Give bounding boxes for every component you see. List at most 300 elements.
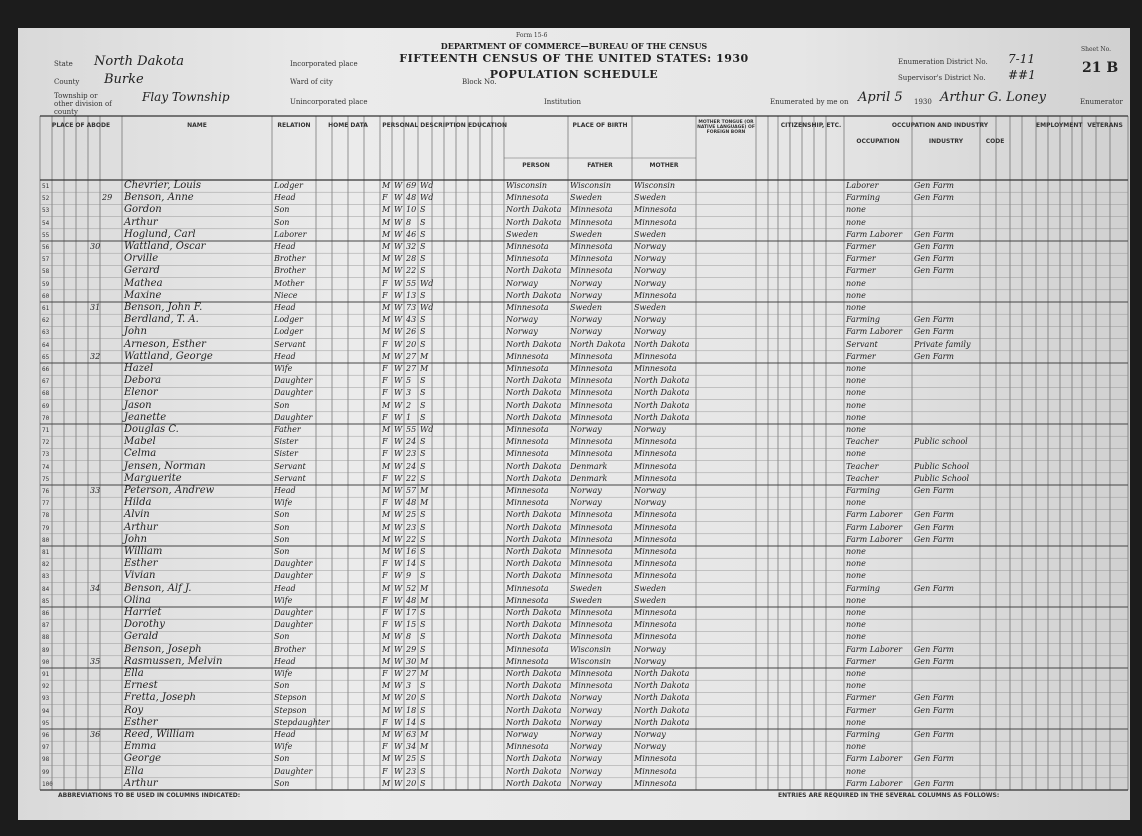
- birthplace-father: Wisconsin: [570, 656, 612, 666]
- row-number: 74: [42, 463, 50, 471]
- relation: Head: [274, 242, 296, 251]
- birthplace-person: North Dakota: [506, 669, 562, 678]
- race: W: [394, 181, 403, 190]
- birthplace-person: Minnesota: [506, 644, 549, 654]
- industry: Gen Farm: [914, 522, 955, 532]
- footer: [18, 790, 1130, 820]
- occupation: none: [846, 559, 866, 569]
- sex: M: [382, 425, 391, 434]
- marital-status: M: [420, 656, 429, 666]
- birthplace-person: North Dakota: [506, 547, 562, 556]
- row-number: 94: [42, 707, 50, 715]
- industry: Gen Farm: [914, 242, 955, 251]
- row-number: 80: [42, 536, 50, 544]
- person-name: Jason: [124, 399, 152, 411]
- subhead-occupation: OCCUPATION: [856, 138, 900, 145]
- row-number: 66: [42, 366, 50, 373]
- birthplace-person: North Dakota: [506, 217, 562, 227]
- birthplace-mother: Minnesota: [634, 608, 677, 617]
- sex: F: [382, 608, 388, 617]
- row-number: 72: [42, 439, 50, 447]
- occupation: none: [846, 498, 866, 508]
- sex: F: [382, 571, 388, 581]
- birthplace-person: North Dakota: [506, 559, 562, 569]
- industry: Gen Farm: [914, 534, 955, 544]
- industry: Gen Farm: [914, 266, 955, 276]
- birthplace-father: Minnesota: [570, 669, 613, 678]
- industry: Gen Farm: [914, 229, 955, 239]
- birthplace-mother: Norway: [634, 498, 666, 508]
- row-number: 67: [42, 378, 50, 386]
- sex: M: [382, 522, 391, 532]
- occupation: Farm Laborer: [846, 327, 903, 337]
- occupation: Farm Laborer: [846, 778, 903, 788]
- industry: Gen Farm: [914, 644, 955, 654]
- relation: Head: [274, 303, 296, 312]
- marital-status: S: [420, 242, 426, 251]
- row-number: 97: [42, 744, 50, 752]
- race: W: [394, 254, 403, 264]
- relation: Head: [274, 583, 296, 593]
- birthplace-mother: North Dakota: [634, 669, 690, 678]
- occupation: none: [846, 303, 866, 312]
- person-name: John: [124, 533, 147, 545]
- age: 13: [406, 290, 417, 300]
- row-number: 77: [42, 500, 50, 508]
- dwelling-number: 35: [90, 656, 101, 666]
- occupation: none: [846, 681, 866, 691]
- county-label: County: [54, 78, 80, 86]
- marital-status: S: [420, 644, 426, 654]
- occupation: Farming: [846, 583, 881, 593]
- marital-status: S: [420, 632, 426, 642]
- occupation: none: [846, 278, 866, 288]
- birthplace-father: Minnesota: [570, 437, 613, 447]
- birthplace-father: Norway: [570, 693, 602, 703]
- age: 55: [406, 278, 417, 288]
- relation: Niece: [274, 290, 298, 300]
- row-number: 87: [42, 622, 50, 630]
- birthplace-person: North Dakota: [506, 681, 562, 691]
- birthplace-person: North Dakota: [506, 473, 562, 483]
- birthplace-person: Sweden: [506, 229, 539, 239]
- birthplace-mother: Minnesota: [634, 547, 677, 556]
- row-number: 51: [42, 183, 50, 190]
- relation: Daughter: [274, 376, 313, 386]
- occupation: Farming: [846, 193, 881, 203]
- race: W: [394, 473, 403, 483]
- row-number: 78: [42, 512, 50, 520]
- relation: Daughter: [274, 620, 313, 630]
- birthplace-mother: North Dakota: [634, 388, 690, 398]
- birthplace-person: North Dakota: [506, 693, 562, 703]
- birthplace-mother: Minnesota: [634, 510, 677, 520]
- sex: M: [382, 327, 391, 337]
- occupation: Farming: [846, 730, 881, 739]
- institution-label: Institution: [544, 98, 582, 106]
- birthplace-father: Minnesota: [570, 376, 613, 386]
- birthplace-mother: Norway: [634, 254, 666, 264]
- relation: Wife: [274, 669, 293, 678]
- person-name: Mathea: [124, 277, 163, 289]
- race: W: [394, 229, 403, 239]
- age: 17: [406, 608, 417, 617]
- supervisor-value: ##1: [1008, 68, 1036, 82]
- birthplace-person: North Dakota: [506, 754, 562, 764]
- marital-status: S: [420, 620, 426, 630]
- age: 23: [406, 449, 417, 459]
- birthplace-person: Minnesota: [506, 656, 549, 666]
- section-name: NAME: [187, 122, 207, 129]
- relation: Sister: [274, 449, 298, 459]
- section-citizenship: CITIZENSHIP, ETC.: [780, 122, 842, 129]
- birthplace-father: Minnesota: [570, 522, 613, 532]
- birthplace-person: North Dakota: [506, 632, 562, 642]
- age: 10: [406, 205, 417, 215]
- age: 29: [406, 644, 417, 654]
- sex: F: [382, 364, 388, 373]
- schedule-title: POPULATION SCHEDULE: [489, 68, 659, 81]
- sex: F: [382, 339, 388, 349]
- birthplace-person: North Dakota: [506, 717, 562, 727]
- relation: Wife: [274, 742, 293, 752]
- race: W: [394, 669, 403, 678]
- age: 73: [406, 303, 417, 312]
- relation: Head: [274, 730, 296, 739]
- race: W: [394, 193, 403, 203]
- marital-status: S: [420, 449, 426, 459]
- age: 27: [406, 669, 417, 678]
- census-sheet: [18, 28, 1130, 820]
- birthplace-person: Minnesota: [506, 437, 549, 447]
- relation: Daughter: [274, 412, 313, 422]
- sex: F: [382, 498, 388, 508]
- person-name: Benson, John F.: [124, 302, 203, 313]
- row-number: 92: [42, 683, 50, 691]
- race: W: [394, 534, 403, 544]
- age: 55: [406, 425, 417, 434]
- dwelling-number: 32: [90, 351, 101, 361]
- age: 25: [406, 510, 417, 520]
- relation: Daughter: [274, 559, 313, 569]
- race: W: [394, 547, 403, 556]
- person-name: Debora: [124, 375, 162, 387]
- age: 15: [406, 620, 417, 630]
- section-personal: PERSONAL DESCRIPTION: [382, 122, 466, 129]
- birthplace-person: Minnesota: [506, 364, 549, 373]
- relation: Head: [274, 486, 296, 495]
- occupation: none: [846, 412, 866, 422]
- enumerator-name: Arthur G. Loney: [940, 90, 1046, 105]
- birthplace-father: Minnesota: [570, 266, 613, 276]
- birthplace-father: North Dakota: [570, 339, 626, 349]
- row-number: 63: [42, 329, 50, 337]
- enum-district-label: Enumeration District No.: [898, 58, 988, 66]
- birthplace-mother: Norway: [634, 315, 666, 325]
- birthplace-mother: Norway: [634, 486, 666, 495]
- industry: Gen Farm: [914, 730, 955, 739]
- section-education: EDUCATION: [468, 122, 507, 129]
- occupation: none: [846, 620, 866, 630]
- birthplace-father: Minnesota: [570, 388, 613, 398]
- row-number: 79: [42, 524, 50, 532]
- row-number: 86: [42, 610, 50, 617]
- birthplace-mother: Minnesota: [634, 437, 677, 447]
- birthplace-person: Minnesota: [506, 449, 549, 459]
- person-name: Arthur: [124, 521, 158, 533]
- occupation: Farmer: [846, 351, 876, 361]
- birthplace-person: Minnesota: [506, 193, 549, 203]
- race: W: [394, 315, 403, 325]
- sex: F: [382, 742, 388, 752]
- birthplace-person: Minnesota: [506, 595, 549, 605]
- occupation: Farmer: [846, 266, 876, 276]
- marital-status: S: [420, 217, 426, 227]
- birthplace-person: North Dakota: [506, 608, 562, 617]
- relation: Brother: [274, 644, 306, 654]
- sex: M: [382, 229, 391, 239]
- birthplace-person: North Dakota: [506, 534, 562, 544]
- person-name: Gerald: [124, 631, 159, 643]
- census-title: FIFTEENTH CENSUS OF THE UNITED STATES: 1930: [399, 52, 749, 65]
- race: W: [394, 498, 403, 508]
- birthplace-father: Minnesota: [570, 400, 613, 410]
- industry: Gen Farm: [914, 754, 955, 764]
- occupation: none: [846, 608, 866, 617]
- marital-status: S: [420, 412, 426, 422]
- industry: Gen Farm: [914, 705, 955, 715]
- occupation: none: [846, 425, 866, 434]
- birthplace-mother: North Dakota: [634, 705, 690, 715]
- occupation: none: [846, 217, 866, 227]
- sex: M: [382, 400, 391, 410]
- occupation: none: [846, 742, 866, 752]
- person-name: Gerard: [124, 265, 160, 277]
- birthplace-father: Minnesota: [570, 205, 613, 215]
- relation: Servant: [274, 473, 306, 483]
- birthplace-mother: Minnesota: [634, 620, 677, 630]
- sex: M: [382, 461, 391, 471]
- occupation: Teacher: [846, 461, 879, 471]
- relation: Wife: [274, 364, 293, 373]
- race: W: [394, 486, 403, 495]
- birthplace-person: Minnesota: [506, 742, 549, 752]
- marital-status: Wd: [420, 303, 434, 312]
- birthplace-person: North Dakota: [506, 778, 562, 788]
- birthplace-mother: North Dakota: [634, 400, 690, 410]
- birthplace-person: Minnesota: [506, 242, 549, 251]
- person-name: Mabel: [124, 436, 156, 448]
- age: 1: [406, 412, 412, 422]
- industry: Gen Farm: [914, 315, 955, 325]
- marital-status: S: [420, 547, 426, 556]
- township-label: Township or other division of county: [54, 92, 112, 116]
- relation: Head: [274, 656, 296, 666]
- ward-label: Ward of city: [290, 78, 333, 86]
- sex: M: [382, 754, 391, 764]
- age: 69: [406, 181, 417, 190]
- sex: F: [382, 669, 388, 678]
- race: W: [394, 351, 403, 361]
- birthplace-father: Norway: [570, 290, 602, 300]
- occupation: none: [846, 388, 866, 398]
- age: 16: [406, 547, 417, 556]
- birthplace-mother: Wisconsin: [634, 181, 676, 190]
- relation: Son: [274, 217, 290, 227]
- relation: Laborer: [274, 229, 307, 239]
- marital-status: S: [420, 534, 426, 544]
- race: W: [394, 437, 403, 447]
- marital-status: M: [420, 583, 429, 593]
- occupation: Farming: [846, 486, 881, 495]
- section-birth: PLACE OF BIRTH: [572, 122, 628, 129]
- state-value: North Dakota: [94, 54, 184, 69]
- relation: Head: [274, 351, 296, 361]
- marital-status: S: [420, 315, 426, 325]
- relation: Wife: [274, 595, 293, 605]
- race: W: [394, 266, 403, 276]
- relation: Brother: [274, 266, 306, 276]
- relation: Daughter: [274, 571, 313, 581]
- occupation: Farm Laborer: [846, 534, 903, 544]
- industry: Gen Farm: [914, 254, 955, 264]
- age: 57: [406, 486, 417, 495]
- census-year: 1930: [914, 98, 932, 106]
- birthplace-father: Denmark: [570, 473, 608, 483]
- row-number: 62: [42, 317, 50, 325]
- relation: Son: [274, 400, 290, 410]
- sex: F: [382, 437, 388, 447]
- birthplace-person: Minnesota: [506, 425, 549, 434]
- birthplace-father: Sweden: [570, 583, 603, 593]
- birthplace-person: Minnesota: [506, 303, 549, 312]
- birthplace-person: Norway: [506, 327, 538, 337]
- age: 34: [406, 742, 417, 752]
- subhead-code: CODE: [985, 138, 1005, 145]
- occupation: Farmer: [846, 693, 876, 703]
- age: 3: [406, 681, 412, 691]
- person-name: Gordon: [124, 204, 162, 216]
- sex: M: [382, 681, 391, 691]
- race: W: [394, 583, 403, 593]
- race: W: [394, 376, 403, 386]
- birthplace-mother: North Dakota: [634, 681, 690, 691]
- marital-status: S: [420, 461, 426, 471]
- sex: M: [382, 534, 391, 544]
- birthplace-mother: Norway: [634, 425, 666, 434]
- person-name: Hilda: [124, 497, 152, 509]
- race: W: [394, 290, 403, 300]
- relation: Son: [274, 547, 290, 556]
- person-name: Wattland, Oscar: [124, 241, 206, 252]
- relation: Daughter: [274, 608, 313, 617]
- sex: M: [382, 644, 391, 654]
- age: 20: [406, 778, 417, 788]
- person-name: Hoglund, Carl: [124, 228, 196, 240]
- age: 23: [406, 522, 417, 532]
- birthplace-person: Minnesota: [506, 486, 549, 495]
- race: W: [394, 693, 403, 703]
- person-name: Benson, Alf J.: [124, 582, 192, 594]
- supervisor-label: Supervisor's District No.: [898, 74, 986, 82]
- relation: Servant: [274, 461, 306, 471]
- marital-status: S: [420, 778, 426, 788]
- birthplace-mother: Minnesota: [634, 778, 677, 788]
- sheet-number: 21 B: [1082, 60, 1119, 76]
- row-number: 91: [42, 671, 50, 678]
- birthplace-person: Minnesota: [506, 583, 549, 593]
- birthplace-person: North Dakota: [506, 266, 562, 276]
- race: W: [394, 742, 403, 752]
- industry: Public school: [914, 437, 968, 447]
- marital-status: Wd: [420, 193, 434, 203]
- age: 26: [406, 327, 417, 337]
- birthplace-father: Sweden: [570, 193, 603, 203]
- marital-status: S: [420, 339, 426, 349]
- sex: F: [382, 595, 388, 605]
- section-relation: RELATION: [277, 122, 311, 129]
- row-number: 69: [42, 402, 50, 410]
- occupation: Teacher: [846, 437, 879, 447]
- birthplace-father: Sweden: [570, 303, 603, 312]
- enumerator-label: Enumerator: [1080, 98, 1123, 106]
- marital-status: S: [420, 766, 426, 776]
- birthplace-father: Minnesota: [570, 608, 613, 617]
- birthplace-father: Norway: [570, 327, 602, 337]
- marital-status: M: [420, 669, 429, 678]
- birthplace-person: North Dakota: [506, 388, 562, 398]
- occupation: none: [846, 766, 866, 776]
- person-name: Dorothy: [124, 619, 165, 631]
- marital-status: S: [420, 327, 426, 337]
- occupation: Farmer: [846, 242, 876, 251]
- row-number: 60: [42, 292, 50, 300]
- birthplace-mother: Norway: [634, 266, 666, 276]
- birthplace-person: North Dakota: [506, 571, 562, 581]
- occupation: none: [846, 290, 866, 300]
- relation: Brother: [274, 254, 306, 264]
- birthplace-mother: Minnesota: [634, 632, 677, 642]
- occupation: Farm Laborer: [846, 522, 903, 532]
- enumerated-label: Enumerated by me on: [770, 98, 849, 106]
- age: 3: [406, 388, 412, 398]
- occupation: none: [846, 364, 866, 373]
- age: 30: [406, 656, 417, 666]
- age: 22: [406, 534, 417, 544]
- birthplace-father: Norway: [570, 278, 602, 288]
- race: W: [394, 730, 403, 739]
- industry: Public School: [914, 473, 970, 483]
- row-number: 58: [42, 268, 50, 276]
- relation: Son: [274, 632, 290, 642]
- birthplace-father: Minnesota: [570, 412, 613, 422]
- person-name: Ella: [124, 765, 144, 777]
- age: 24: [406, 437, 417, 447]
- birthplace-father: Minnesota: [570, 242, 613, 251]
- occupation: none: [846, 376, 866, 386]
- birthplace-mother: North Dakota: [634, 412, 690, 422]
- row-number: 75: [42, 475, 50, 483]
- person-name: Berdland, T. A.: [124, 314, 199, 326]
- occupation: Farmer: [846, 656, 876, 666]
- birthplace-mother: Sweden: [634, 595, 667, 605]
- birthplace-father: Minnesota: [570, 254, 613, 264]
- subhead-father: FATHER: [587, 162, 613, 169]
- industry: Gen Farm: [914, 181, 955, 190]
- sex: M: [382, 730, 391, 739]
- birthplace-person: Minnesota: [506, 351, 549, 361]
- person-name: Elenor: [124, 387, 158, 399]
